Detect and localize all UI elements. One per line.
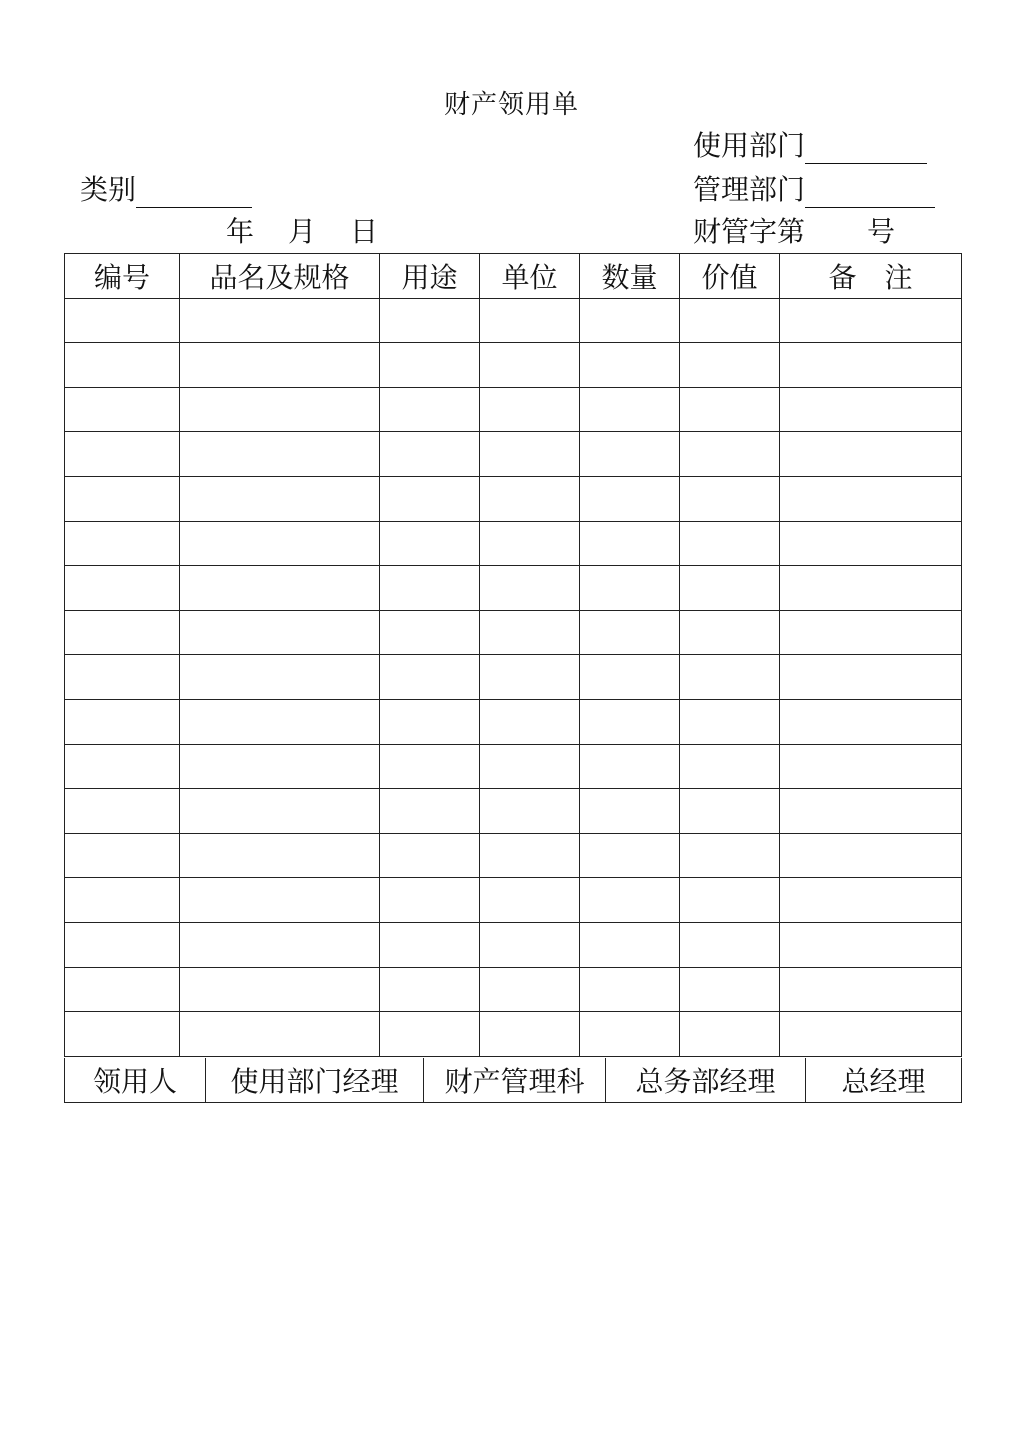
table-cell[interactable] bbox=[380, 298, 480, 343]
table-row bbox=[65, 878, 962, 923]
table-cell[interactable] bbox=[380, 476, 480, 521]
table-cell[interactable] bbox=[680, 298, 780, 343]
signature-dept-manager[interactable]: 使用部门经理 bbox=[206, 1058, 424, 1103]
table-cell[interactable] bbox=[180, 833, 380, 878]
table-cell[interactable] bbox=[780, 432, 962, 477]
document-number-suffix: 号 bbox=[867, 215, 896, 248]
table-cell[interactable] bbox=[180, 387, 380, 432]
table-cell[interactable] bbox=[480, 610, 580, 655]
header-purpose: 用途 bbox=[380, 254, 480, 299]
table-cell[interactable] bbox=[65, 521, 180, 566]
table-cell[interactable] bbox=[65, 343, 180, 388]
table-cell[interactable] bbox=[480, 744, 580, 789]
header-remarks: 备 注 bbox=[780, 254, 962, 299]
table-cell[interactable] bbox=[380, 878, 480, 923]
table-row bbox=[65, 744, 962, 789]
table-cell[interactable] bbox=[680, 521, 780, 566]
table-cell[interactable] bbox=[480, 789, 580, 834]
using-department-label: 使用部门 bbox=[693, 129, 806, 162]
table-cell[interactable] bbox=[680, 878, 780, 923]
table-cell[interactable] bbox=[680, 566, 780, 611]
table-cell[interactable] bbox=[580, 699, 680, 744]
table-cell[interactable] bbox=[780, 744, 962, 789]
table-cell[interactable] bbox=[580, 789, 680, 834]
table-cell[interactable] bbox=[65, 655, 180, 700]
table-cell[interactable] bbox=[780, 476, 962, 521]
table-row bbox=[65, 833, 962, 878]
table-row bbox=[65, 432, 962, 477]
header-value: 价值 bbox=[680, 254, 780, 299]
table-cell[interactable] bbox=[180, 432, 380, 477]
table-cell[interactable] bbox=[180, 878, 380, 923]
table-cell[interactable] bbox=[780, 566, 962, 611]
table-cell[interactable] bbox=[780, 878, 962, 923]
table-cell[interactable] bbox=[180, 298, 380, 343]
table-cell[interactable] bbox=[580, 1012, 680, 1057]
header-unit: 单位 bbox=[480, 254, 580, 299]
category-field bbox=[80, 172, 252, 208]
signature-recipient[interactable]: 领用人 bbox=[65, 1058, 206, 1103]
table-cell[interactable] bbox=[780, 343, 962, 388]
table-cell[interactable] bbox=[65, 1012, 180, 1057]
table-row bbox=[65, 1012, 962, 1057]
table-cell[interactable] bbox=[780, 610, 962, 655]
table-cell[interactable] bbox=[780, 699, 962, 744]
table-cell[interactable] bbox=[65, 298, 180, 343]
table-cell[interactable] bbox=[480, 922, 580, 967]
table-cell[interactable] bbox=[180, 699, 380, 744]
table-cell[interactable] bbox=[65, 967, 180, 1012]
table-cell[interactable] bbox=[180, 610, 380, 655]
table-cell[interactable] bbox=[65, 789, 180, 834]
managing-department-blank[interactable] bbox=[805, 177, 935, 208]
signature-general-manager[interactable]: 总经理 bbox=[806, 1058, 962, 1103]
table-cell[interactable] bbox=[580, 521, 680, 566]
table-cell[interactable] bbox=[780, 967, 962, 1012]
table-cell[interactable] bbox=[65, 476, 180, 521]
table-cell[interactable] bbox=[480, 566, 580, 611]
table-cell[interactable] bbox=[580, 566, 680, 611]
table-header-row bbox=[65, 254, 962, 299]
table-cell[interactable] bbox=[480, 521, 580, 566]
date-month: 月 bbox=[288, 215, 317, 248]
signature-property-section[interactable]: 财产管理科 bbox=[424, 1058, 606, 1103]
table-cell[interactable] bbox=[480, 699, 580, 744]
table-cell[interactable] bbox=[180, 655, 380, 700]
table-cell[interactable] bbox=[680, 789, 780, 834]
table-cell[interactable] bbox=[780, 922, 962, 967]
table-cell[interactable] bbox=[180, 566, 380, 611]
table-cell[interactable] bbox=[680, 655, 780, 700]
table-cell[interactable] bbox=[65, 833, 180, 878]
table-cell[interactable] bbox=[180, 343, 380, 388]
table-cell[interactable] bbox=[580, 744, 680, 789]
table-row bbox=[65, 655, 962, 700]
table-cell[interactable] bbox=[480, 1012, 580, 1057]
table-cell[interactable] bbox=[480, 476, 580, 521]
table-cell[interactable] bbox=[65, 922, 180, 967]
table-cell[interactable] bbox=[65, 699, 180, 744]
table-cell[interactable] bbox=[180, 476, 380, 521]
table-cell[interactable] bbox=[380, 521, 480, 566]
table-cell[interactable] bbox=[580, 610, 680, 655]
table-cell[interactable] bbox=[780, 387, 962, 432]
table-row bbox=[65, 476, 962, 521]
using-department-blank[interactable] bbox=[805, 133, 927, 164]
table-cell[interactable] bbox=[380, 566, 480, 611]
table-cell[interactable] bbox=[580, 922, 680, 967]
table-cell[interactable] bbox=[680, 387, 780, 432]
table-cell[interactable] bbox=[580, 967, 680, 1012]
table-row bbox=[65, 789, 962, 834]
table-cell[interactable] bbox=[480, 343, 580, 388]
table-cell[interactable] bbox=[180, 789, 380, 834]
table-cell[interactable] bbox=[680, 967, 780, 1012]
table-cell[interactable] bbox=[380, 387, 480, 432]
table-row bbox=[65, 610, 962, 655]
table-cell[interactable] bbox=[580, 343, 680, 388]
table-cell[interactable] bbox=[180, 967, 380, 1012]
table-row bbox=[65, 566, 962, 611]
table-row bbox=[65, 922, 962, 967]
table-cell[interactable] bbox=[65, 387, 180, 432]
table-cell[interactable] bbox=[580, 833, 680, 878]
table-cell[interactable] bbox=[380, 967, 480, 1012]
table-cell[interactable] bbox=[580, 387, 680, 432]
table-cell[interactable] bbox=[180, 744, 380, 789]
table-cell[interactable] bbox=[65, 566, 180, 611]
table-row bbox=[65, 343, 962, 388]
table-row bbox=[65, 387, 962, 432]
document-number bbox=[693, 214, 895, 250]
table-cell[interactable] bbox=[680, 476, 780, 521]
table-cell[interactable] bbox=[580, 298, 680, 343]
header-number: 编号 bbox=[65, 254, 180, 299]
table-cell[interactable] bbox=[480, 298, 580, 343]
table-cell[interactable] bbox=[680, 1012, 780, 1057]
table-row bbox=[65, 699, 962, 744]
header-quantity: 数量 bbox=[580, 254, 680, 299]
managing-department-label: 管理部门 bbox=[693, 173, 806, 206]
table-cell[interactable] bbox=[680, 610, 780, 655]
table-cell[interactable] bbox=[380, 699, 480, 744]
table-cell[interactable] bbox=[380, 833, 480, 878]
table-cell[interactable] bbox=[65, 878, 180, 923]
date-line bbox=[226, 214, 378, 250]
managing-department-field bbox=[693, 172, 935, 208]
table-cell[interactable] bbox=[480, 432, 580, 477]
table-cell[interactable] bbox=[480, 387, 580, 432]
table-cell[interactable] bbox=[780, 655, 962, 700]
table-cell[interactable] bbox=[65, 744, 180, 789]
table-cell[interactable] bbox=[380, 1012, 480, 1057]
table-cell[interactable] bbox=[680, 922, 780, 967]
date-year: 年 bbox=[226, 215, 255, 248]
document-number-prefix: 财管字第 bbox=[693, 215, 806, 248]
table-cell[interactable] bbox=[780, 298, 962, 343]
table-cell[interactable] bbox=[480, 967, 580, 1012]
table-row bbox=[65, 298, 962, 343]
table-cell[interactable] bbox=[180, 1012, 380, 1057]
table-cell[interactable] bbox=[780, 1012, 962, 1057]
table-cell[interactable] bbox=[380, 922, 480, 967]
category-blank[interactable] bbox=[136, 177, 252, 208]
table-cell[interactable] bbox=[680, 744, 780, 789]
table-body bbox=[65, 298, 962, 1056]
form-title: 财产领用单 bbox=[443, 90, 579, 120]
table-cell[interactable] bbox=[480, 878, 580, 923]
date-day: 日 bbox=[350, 215, 379, 248]
table-cell[interactable] bbox=[680, 343, 780, 388]
table-cell[interactable] bbox=[580, 432, 680, 477]
table-cell[interactable] bbox=[780, 789, 962, 834]
table-cell[interactable] bbox=[580, 655, 680, 700]
table-cell[interactable] bbox=[380, 744, 480, 789]
table-cell[interactable] bbox=[380, 432, 480, 477]
table-row bbox=[65, 521, 962, 566]
signature-row bbox=[65, 1058, 962, 1103]
table-cell[interactable] bbox=[580, 878, 680, 923]
category-label: 类别 bbox=[80, 173, 137, 206]
table-cell[interactable] bbox=[580, 476, 680, 521]
table-cell[interactable] bbox=[180, 521, 380, 566]
table-cell[interactable] bbox=[65, 432, 180, 477]
signature-table bbox=[64, 1058, 962, 1103]
table-cell[interactable] bbox=[680, 833, 780, 878]
table-cell[interactable] bbox=[480, 833, 580, 878]
items-table bbox=[64, 253, 962, 1057]
table-cell[interactable] bbox=[180, 922, 380, 967]
table-cell[interactable] bbox=[380, 343, 480, 388]
table-cell[interactable] bbox=[65, 610, 180, 655]
table-cell[interactable] bbox=[780, 833, 962, 878]
table-cell[interactable] bbox=[480, 655, 580, 700]
table-cell[interactable] bbox=[680, 432, 780, 477]
table-cell[interactable] bbox=[380, 655, 480, 700]
signature-general-affairs-manager[interactable]: 总务部经理 bbox=[606, 1058, 806, 1103]
table-cell[interactable] bbox=[680, 699, 780, 744]
header-item-name: 品名及规格 bbox=[180, 254, 380, 299]
table-cell[interactable] bbox=[380, 610, 480, 655]
using-department-field bbox=[693, 128, 927, 164]
table-cell[interactable] bbox=[380, 789, 480, 834]
table-row bbox=[65, 967, 962, 1012]
table-cell[interactable] bbox=[780, 521, 962, 566]
